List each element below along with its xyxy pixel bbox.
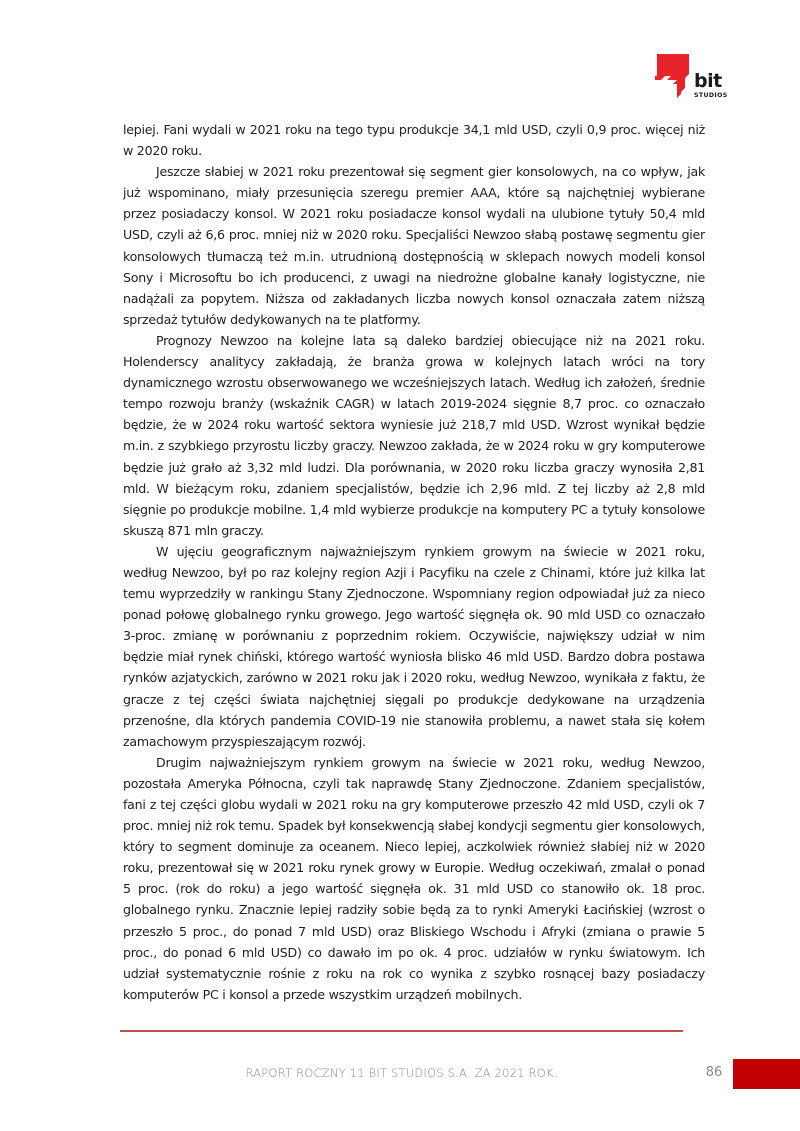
paragraph: W ujęciu geograficznym najważniejszym rynkiem growym na świecie w 2021 roku, według Newzoo, był po raz kolejny region Azji i Pacyfiku na czele z Chinami, które już kilka lat temu wyprzedziły w rankingu Stany Zjednoczone. Wspomniany region odpowiadał już za nieco ponad połowę globalnego rynku growego. Jego wartość sięgnęła ok. 90 mld USD co oznaczało 3-proc. zmianę w porównaniu z poprzednim rokiem. Oczywiście, największy udział w nim będzie miał rynek chiński, którego wartość wyniosła blisko 46 mld USD. Bardzo dobra postawa rynków azjatyckich, zarówno w 2021 roku jak i 2020 roku, według Newzoo, wynikała z faktu, że gracze z tej części świata najchętniej sięgali po produkcje dedykowane na urządzenia przenośne, dla których pandemia COVID-19 nie stanowiła problemu, a nawet stała się kołem zamachowym przyspieszającym rozwój. bbox=[123, 543, 705, 749]
page-number: 86 bbox=[705, 1065, 723, 1080]
svg-text:STUDIOS: STUDIOS bbox=[694, 92, 728, 99]
footer-title: RAPORT ROCZNY 11 BIT STUDIOS S.A. ZA 2021 ROK. bbox=[245, 1066, 558, 1080]
paragraph: Drugim najważniejszym rynkiem growym na świecie w 2021 roku, według Newzoo, pozostała Ameryka Północna, czyli tak naprawdę Stany Zjednoczone. Zdaniem specjalistów, fani z tej części globu wydali w 2021 roku na gry komputerowe przeszło 42 mld USD, czyli ok 7 proc. mniej niż rok temu. Spadek był konsekwencją słabej kondycji segmentu gier konsolowych, który to segment dominuje za oceanem. Nieco lepiej, aczkolwiek również słabiej niż w 2020 roku, prezentował się w 2021 roku rynek growy w Europie. Według oczekiwań, zmalał o ponad 5 proc. (rok do roku) a jego wartość sięgnęła ok. 31 mld USD co stanowiło ok. 18 proc. globalnego rynku. Znacznie lepiej radziły sobie będą za to rynki Ameryki Łacińskiej (wzrost o przeszło 5 proc., do ponad 7 mld USD) oraz Bliskiego Wschodu i Afryki (zmiana o prawie 5 proc., do ponad 6 mld USD) co dawało im po ok. 4 proc. udziałów w rynku światowym. Ich udział systematycznie rośnie z roku na rok co wynika z szybko rosnącej bazy posiadaczy komputerów PC i konsol a przede wszystkim urządzeń mobilnych. bbox=[123, 754, 705, 1002]
document-body bbox=[123, 119, 705, 1005]
page-tab-accent bbox=[733, 1059, 800, 1089]
paragraph: Jeszcze słabiej w 2021 roku prezentował się segment gier konsolowych, na co wpływ, jak już wspominano, miały przesunięcia szeregu premier AAA, które są najchętniej wybierane przez posiadaczy konsol. W 2021 roku posiadacze konsol wydali na ulubione tytuły 50,4 mld USD, czyli aż 6,6 proc. mniej niż w 2020 roku. Specjaliści Newzoo słabą postawę segmentu gier konsolowych tłumaczą też m.in. utrudnioną dostępnością w sklepach nowych modeli konsol Sony i Microsoftu bo ich producenci, z uwagi na niedrożne globalne kanały logistyczne, nie nadążali za popytem. Niższa od zakładanych liczba nowych konsol oznaczała zatem niższą sprzedaż tytułów dedykowanych na te platformy. bbox=[123, 164, 705, 327]
svg-text:bit: bit bbox=[694, 70, 722, 92]
paragraph: Prognozy Newzoo na kolejne lata są daleko bardziej obiecujące niż na 2021 roku. Holenderscy analitycy zakładają, że branża growa w kolejnych latach wróci na tory dynamicznego wzrostu obserwowanego we wcześniejszych latach. Według ich założeń, średnie tempo rozwoju branży (wskaźnik CAGR) w latach 2019-2024 sięgnie 8,7 proc. co oznaczało będzie, że w 2024 roku wartość sektora wyniesie już 218,7 mld USD. Wzrost wynikał będzie m.in. z szybkiego przyrostu liczby graczy. Newzoo zakłada, że w 2024 roku w gry komputerowe będzie już grało aż 3,32 mld ludzi. Dla porównania, w 2020 roku liczba graczy wynosiła 2,81 mld. W bieżącym roku, zdaniem specjalistów, będzie ich 2,96 mld. Z tej liczby aż 2,8 mld sięgnie po produkcje mobilne. 1,4 mld wybierze produkcje na komputery PC a tytuły konsolowe skuszą 871 mln graczy. bbox=[123, 332, 705, 538]
footer-divider bbox=[120, 1030, 683, 1032]
paragraph: lepiej. Fani wydali w 2021 roku na tego typu produkcje 34,1 mld USD, czyli 0,9 proc. więcej niż w 2020 roku. bbox=[123, 122, 705, 159]
company-logo bbox=[655, 54, 737, 100]
11-bit-studios-logo-icon bbox=[655, 54, 737, 100]
